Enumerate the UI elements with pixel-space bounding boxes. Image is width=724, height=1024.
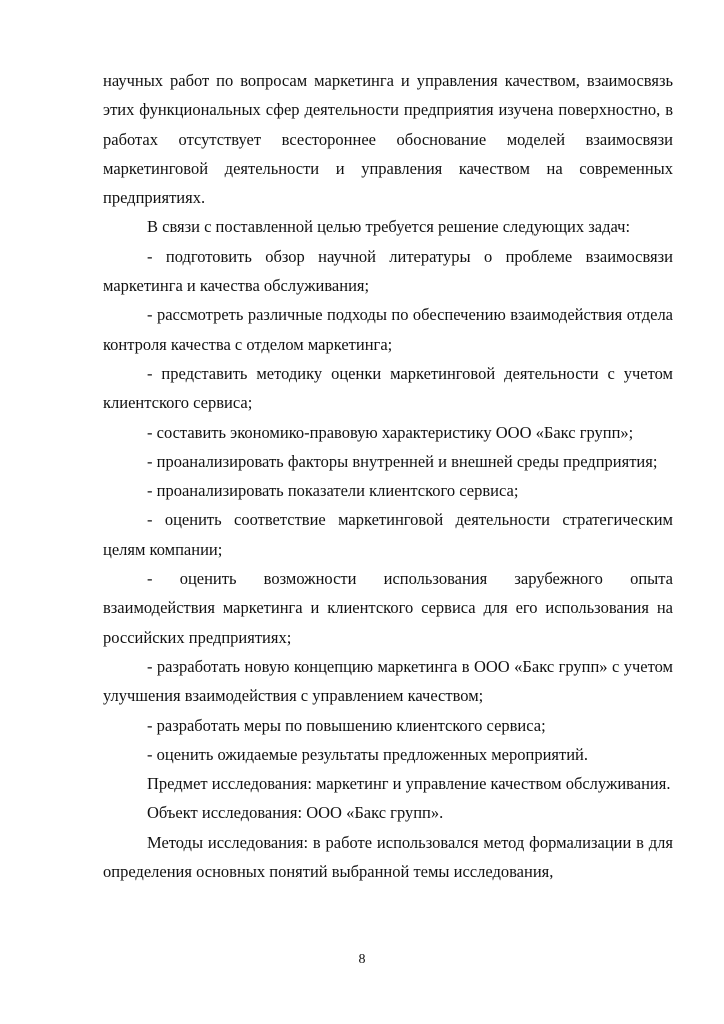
paragraph-subject: Предмет исследования: маркетинг и управление качеством обслуживания. — [147, 774, 671, 794]
task-item: - оценить ожидаемые результаты предложенных мероприятий. — [147, 744, 589, 764]
paragraph-continuation: научных работ по вопросам маркетинга и управления качеством, взаимосвязь этих функциональных сфер деятельности предприятия изучена поверхностно, в работах отсутствует всестороннее обоснование моделей взаимосвязи маркетинговой деятельности и управления качеством на современных предприятиях. — [103, 71, 673, 208]
paragraph-object: Объект исследования: ООО «Бакс групп». — [147, 803, 444, 823]
task-item: - разработать новую концепцию маркетинга в ООО «Бакс групп» с учетом улучшения взаимодействия с управлением качеством; — [103, 656, 673, 706]
task-item: - разработать меры по повышению клиентского сервиса; — [147, 715, 546, 735]
task-item: - составить экономико-правовую характеристику ООО «Бакс групп»; — [147, 422, 634, 442]
task-item: - проанализировать факторы внутренней и внешней среды предприятия; — [147, 451, 658, 471]
task-item: - оценить соответствие маркетинговой деятельности стратегическим целям компании; — [103, 510, 673, 559]
paragraph-methods: Методы исследования: в работе использовался метод формализации в для определения основных понятий выбранной темы исследования, — [103, 832, 673, 882]
page-number: 8 — [358, 952, 366, 967]
paragraph-tasks-intro: В связи с поставленной целью требуется решение следующих задач: — [147, 217, 631, 237]
task-item: - представить методику оценки маркетинговой деятельности с учетом клиентского сервиса; — [103, 363, 673, 413]
task-item: - подготовить обзор научной литературы о проблеме взаимосвязи маркетинга и качества обслуживания; — [103, 246, 673, 296]
task-item: - оценить возможности использования зарубежного опыта взаимодействия маркетинга и клиентского сервиса для его использования на российских предприятиях; — [103, 569, 673, 647]
task-item: - рассмотреть различные подходы по обеспечению взаимодействия отдела контроля качества с отделом маркетинга; — [103, 305, 673, 354]
task-item: - проанализировать показатели клиентского сервиса; — [147, 481, 519, 501]
body-text — [103, 66, 673, 886]
